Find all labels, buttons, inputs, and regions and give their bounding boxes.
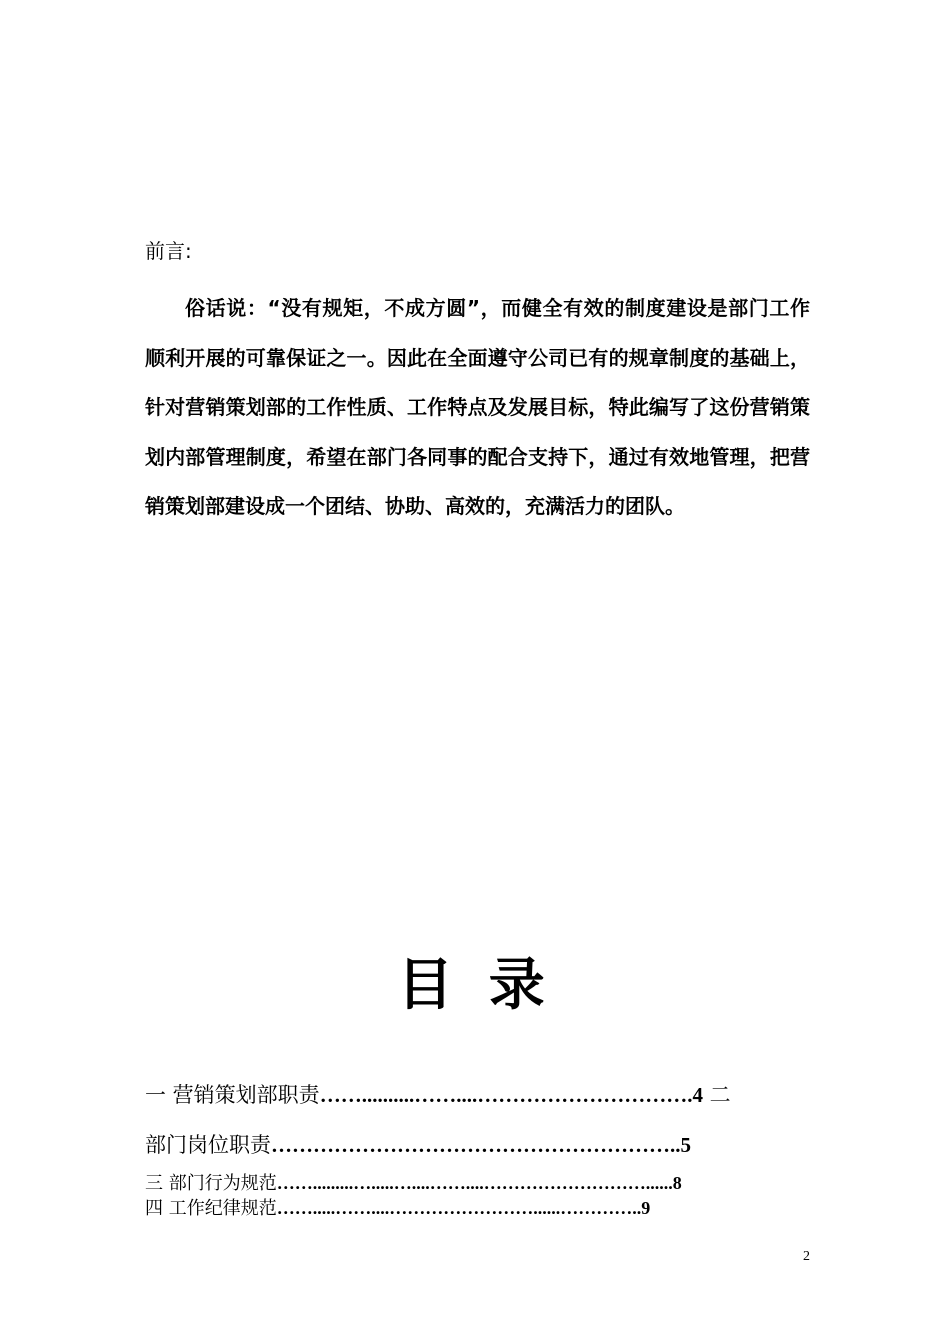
preface-paragraph: 俗话说：“没有规矩，不成方圆”，而健全有效的制度建设是部门工作顺利开展的可靠保证之一。因此在全面遵守公司已有的规章制度的基础上，针对营销策划部的工作性质、工作特点及发展目标，特此编写了这份营销策划内部管理制度，希望在部门各同事的配合支持下，通过有效地管理，把营销策划部建设成一个团结、协助、高效的，充满活力的团队。 xyxy=(145,296,810,518)
toc-entry-2[interactable] xyxy=(145,1128,691,1162)
toc-entry-label: 三 部门行为规范 xyxy=(145,1173,277,1194)
toc-entry-leader: ……..........……....………………………….4 xyxy=(319,1083,703,1107)
toc-entry-1[interactable] xyxy=(145,1078,731,1112)
preface-heading: 前言: xyxy=(145,239,192,263)
toc-entry-leader: …….........….....…....……....………………………......8 xyxy=(276,1173,682,1193)
page-number: 2 xyxy=(803,1249,810,1264)
toc-entry-leader: …….....……....……………………......…………..9 xyxy=(276,1198,651,1218)
toc-entry-label: 部门岗位职责 xyxy=(145,1133,271,1157)
toc-entry-leader: …………………………………………………..5 xyxy=(271,1133,691,1157)
toc-entry-3[interactable] xyxy=(145,1170,682,1197)
toc-entry-4[interactable] xyxy=(145,1195,650,1222)
toc-entry-trailing: 二 xyxy=(702,1083,731,1107)
toc-entry-label: 四 工作纪律规范 xyxy=(145,1198,277,1219)
toc-title: 目 录 xyxy=(397,953,553,1018)
toc-entry-label: 一 营销策划部职责 xyxy=(145,1083,320,1107)
